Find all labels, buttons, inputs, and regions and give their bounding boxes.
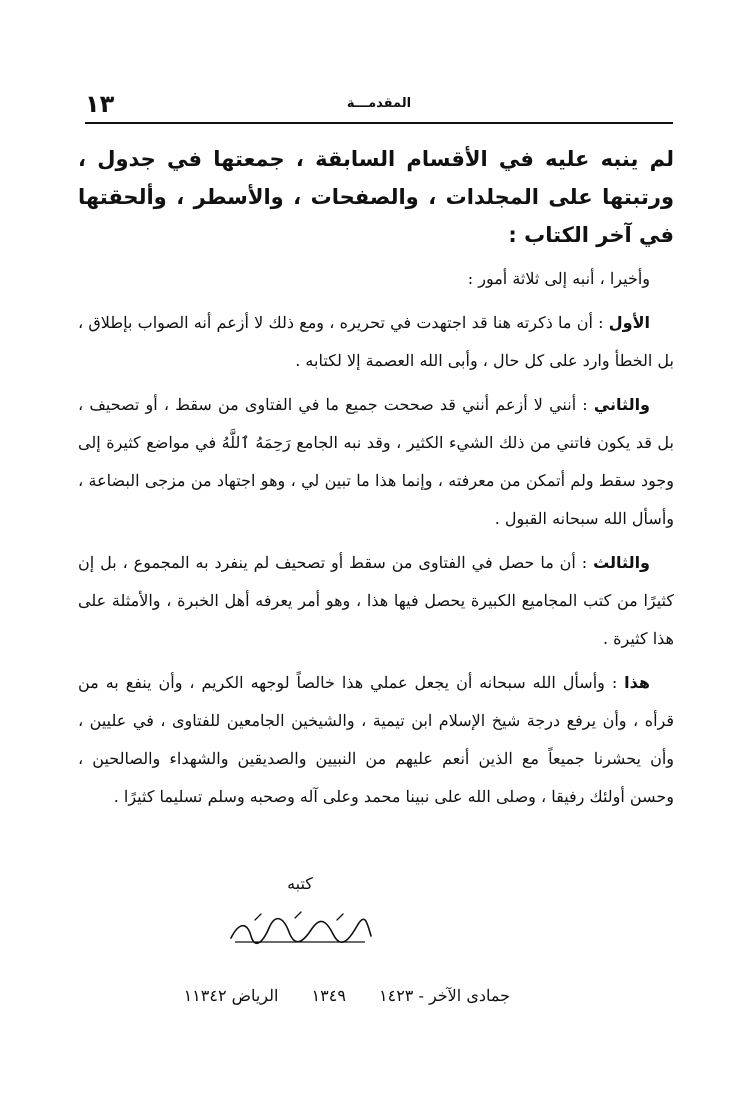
closing-text: : وأسأل الله سبحانه أن يجعل عملي هذا خالصاً لوجهه الكريم ، وأن ينفع به من قرأه ، وأن يرفع درجة شيخ الإسلام ابن تيمية ، والشيخين الجامعين للفتاوى ، في عليين ، وأن يحشرنا جميعاً مع الذين أنعم عليهم من النبيين والصديقين والشهداء والصالحين ، وحسن أولئك رفيقا ، وصلى الله على نبينا محمد وعلى آله وصحبه وسلم تسليما كثيرًا . <box>78 673 674 806</box>
page-number: ١٣ <box>85 90 115 118</box>
footer-line <box>120 984 510 1008</box>
closing-paragraph <box>78 664 674 816</box>
point-keyword: والثاني <box>593 395 650 414</box>
point-text: : أن ما حصل في الفتاوى من سقط أو تصحيف لم ينفرد به المجموع ، بل إن كثيرًا من كتب المجاميع الكبيرة يحصل فيها هذا ، وهو أمر يعرفه أهل الخبرة ، والأمثلة على هذا كثيرة . <box>78 553 674 648</box>
transition-paragraph: وأخيرا ، أنبه إلى ثلاثة أمور : <box>467 269 650 288</box>
point-first <box>78 304 674 380</box>
footer-date: جمادى الآخر - ١٤٢٣ <box>379 986 510 1005</box>
intro-paragraph: لم ينبه عليه في الأقسام السابقة ، جمعتها في جدول ، ورتبتها على المجلدات ، والصفحات ، والأسطر ، وألحقتها في آخر الكتاب : <box>78 147 674 247</box>
running-head: المقدمـــة <box>346 96 412 111</box>
author-intro: كتبه <box>287 874 313 893</box>
point-third <box>78 544 674 658</box>
point-keyword: الأول <box>608 313 650 332</box>
signature-block <box>200 872 400 948</box>
closing-keyword: هذا <box>624 673 650 692</box>
point-second <box>78 386 674 538</box>
footer-po-box: ١٣٤٩ <box>311 986 346 1005</box>
point-text: : أنني لا أزعم أنني قد صححت جميع ما في الفتاوى من سقط ، أو تصحيف ، بل قد يكون فاتني من ذلك الشيء الكثير ، وقد نبه الجامع رَحِمَهُ ٱللَّهُ في مواضع كثيرة إلى وجود سقط ولم أتمكن من معرفته ، وإنما هذا ما تبين لي ، وهو اجتهاد من مزجى البضاعة ، وأسأل الله سبحانه القبول . <box>78 395 674 528</box>
footer-city-zip: الرياض ١١٣٤٢ <box>183 986 279 1005</box>
body-text <box>78 140 674 816</box>
page-header <box>85 88 673 124</box>
signature-image <box>225 908 375 948</box>
point-text: : أن ما ذكرته هنا قد اجتهدت في تحريره ، ومع ذلك لا أزعم أنه الصواب بإطلاق ، بل الخطأ وارد على كل حال ، وأبى الله العصمة إلا لكتابه . <box>78 313 674 370</box>
point-keyword: والثالث <box>593 553 650 572</box>
